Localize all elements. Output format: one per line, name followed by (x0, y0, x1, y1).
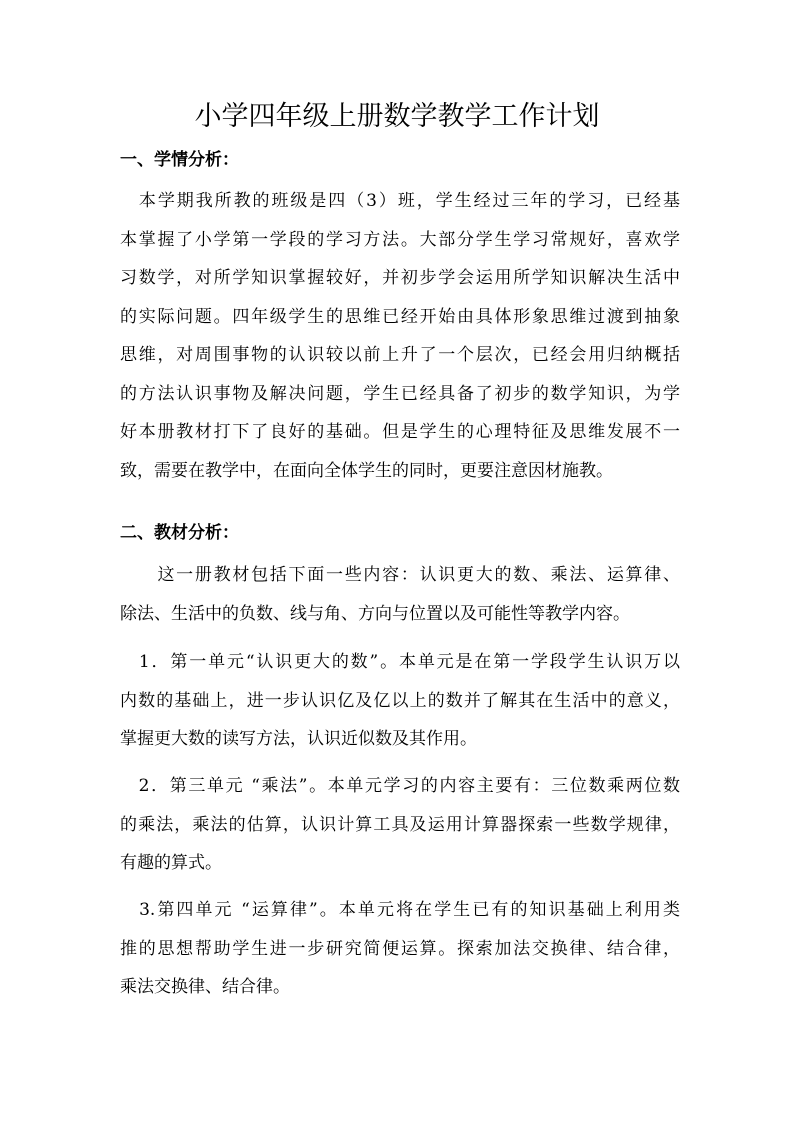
text-line: 的乘法，乘法的估算，认识计算工具及运用计算器探索一些数学规律， (120, 814, 680, 835)
paragraph-textbook-intro (120, 556, 680, 633)
text-line: 这一册教材包括下面一些内容：认识更大的数、乘法、运算律、 (120, 565, 680, 585)
text-line: 3.第四单元 “运算律”。本单元将在学生已有的知识基础上利用类 (120, 900, 680, 920)
text-line: 除法、生活中的负数、线与角、方向与位置以及可能性等教学内容。 (120, 603, 630, 624)
text-line: 致，需要在教学中，在面向全体学生的同时，更要注意因材施教。 (120, 460, 613, 481)
text-line: 推的思想帮助学生进一步研究简便运算。探索加法交换律、结合律， (120, 938, 680, 959)
paragraph-unit-four (120, 891, 680, 1007)
text-line: 1．第一单元“认识更大的数”。本单元是在第一学段学生认识万以 (120, 652, 680, 672)
paragraph-student-analysis (120, 182, 680, 490)
text-line: 掌握更大数的读写方法，认识近似数及其作用。 (120, 729, 477, 749)
text-line: 有趣的算式。 (120, 853, 222, 873)
text-line: 本掌握了小学第一学段的学习方法。大部分学生学习常规好，喜欢学 (120, 229, 680, 250)
text-line: 内数的基础上，进一步认识亿及亿以上的数并了解其在生活中的意义， (120, 690, 680, 711)
text-line: 习数学，对所学知识掌握较好，并初步学会运用所学知识解决生活中 (120, 268, 680, 288)
document-title: 小学四年级上册数学教学工作计划 (194, 101, 600, 132)
paragraph-unit-one (120, 643, 680, 759)
section-heading-textbook-analysis: 二、教材分析： (120, 523, 239, 543)
paragraph-unit-three (120, 767, 680, 883)
text-line: 本学期我所教的班级是四（3）班，学生经过三年的学习，已经基 (120, 191, 680, 211)
text-line: 思维，对周围事物的认识较以前上升了一个层次，已经会用归纳概括 (120, 345, 680, 365)
text-line: 的方法认识事物及解决问题，学生已经具备了初步的数学知识，为学 (120, 383, 680, 404)
text-line: 的实际问题。四年级学生的思维已经开始由具体形象思维过渡到抽象 (120, 306, 680, 327)
text-line: 2．第三单元 “乘法”。本单元学习的内容主要有：三位数乘两位数 (120, 776, 680, 796)
text-line: 好本册教材打下了良好的基础。但是学生的心理特征及思维发展不一 (120, 422, 680, 442)
text-line: 乘法交换律、结合律。 (120, 977, 290, 997)
section-heading-student-analysis: 一、学情分析： (120, 150, 239, 170)
